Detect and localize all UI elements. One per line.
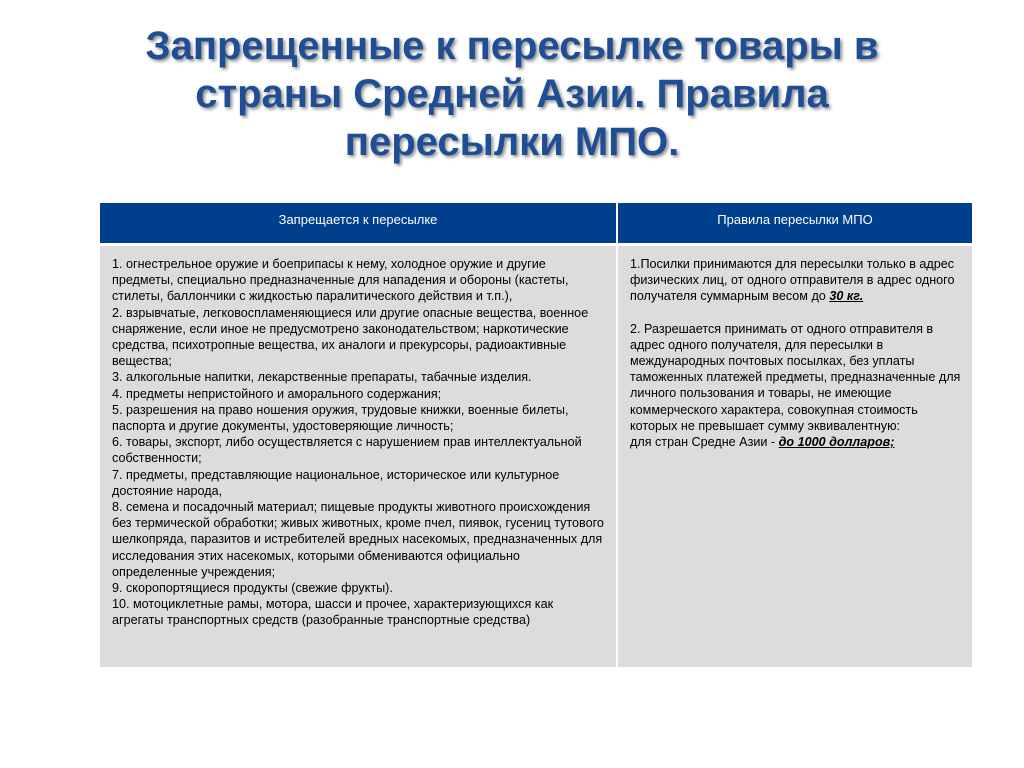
- prohibited-item: 8. семена и посадочный материал; пищевые продукты животного происхождения без термической обработки; живых животных, кроме пчел, пиявок, гусениц тутового шелкопряда, паразитов и истребителей вредных насекомых, предназначенных для исследования этих насекомых, которыми обмениваются официально определенные учреждения;: [112, 500, 604, 579]
- prohibited-item: 6. товары, экспорт, либо осуществляется с нарушением прав интеллектуальной собственности;: [112, 435, 582, 466]
- prohibited-item: 3. алкогольные напитки, лекарственные препараты, табачные изделия.: [112, 370, 532, 385]
- rule-2-limit: [630, 434, 962, 450]
- table-header-row: [100, 203, 972, 243]
- prohibited-item: 2. взрывчатые, легковоспламеняющиеся или другие опасные вещества, военное снаряжение, если иное не предусмотрено законодательством; наркотические средства, психотропные вещества, их аналоги и прекурсоры, радиоактивные вещества;: [112, 305, 589, 369]
- paragraph-gap: [630, 305, 962, 321]
- prohibited-item: 10. мотоциклетные рамы, мотора, шасси и прочее, характеризующихся как агрегаты транспортных средств (разобранные транспортные средства): [112, 597, 554, 628]
- title-line: Запрещенные к пересылке товары в: [145, 24, 879, 68]
- header-prohibited: Запрещается к пересылке: [100, 203, 618, 243]
- prohibited-item: 1. огнестрельное оружие и боеприпасы к нему, холодное оружие и другие предметы, специально предназначенные для нападения и обороны (кастеты, стилеты, баллончики с жидкостью паралитического действия и т.п.),: [112, 257, 569, 304]
- rules-cell: [618, 246, 972, 667]
- title-line: страны Средней Азии. Правила: [195, 72, 829, 116]
- title-line: пересылки МПО.: [344, 120, 680, 164]
- rule-2: 2. Разрешается принимать от одного отправителя в адрес одного получателя, для пересылки в международных почтовых посылках, без уплаты таможенных платежей предметы, предназначенные для личного пользования и товары, не имеющие коммерческого характера, совокупная стоимость которых не превышает сумму эквивалентную:: [630, 321, 961, 433]
- prohibited-item: 7. предметы, представляющие национальное, историческое или культурное достояние народа,: [112, 467, 560, 498]
- rule-1-weight-limit: 30 кг.: [829, 289, 864, 304]
- rule-1-text: 1.Посилки принимаются для пересылки только в адрес физических лиц, от одного отправителя в адрес одного получателя суммарным весом до: [630, 257, 955, 304]
- prohibited-item: 4. предметы непристойного и аморального содержания;: [112, 386, 442, 401]
- table-body-row: [100, 246, 972, 667]
- rule-2-line: для стран Средне Азии -: [630, 435, 779, 450]
- header-rules: Правила пересылки МПО: [618, 203, 972, 243]
- prohibited-item: 9. скоропортящиеся продукты (свежие фрукты).: [112, 581, 393, 596]
- rules-table: [100, 203, 972, 667]
- prohibited-item: 5. разрешения на право ношения оружия, трудовые книжки, военные билеты, паспорта и другие документы, удостоверяющие личность;: [112, 402, 569, 434]
- prohibited-items-cell: [100, 246, 618, 667]
- rule-2-value-limit: до 1000 долларов;: [778, 435, 895, 450]
- slide-title: [60, 22, 964, 166]
- rule-1: [630, 256, 962, 305]
